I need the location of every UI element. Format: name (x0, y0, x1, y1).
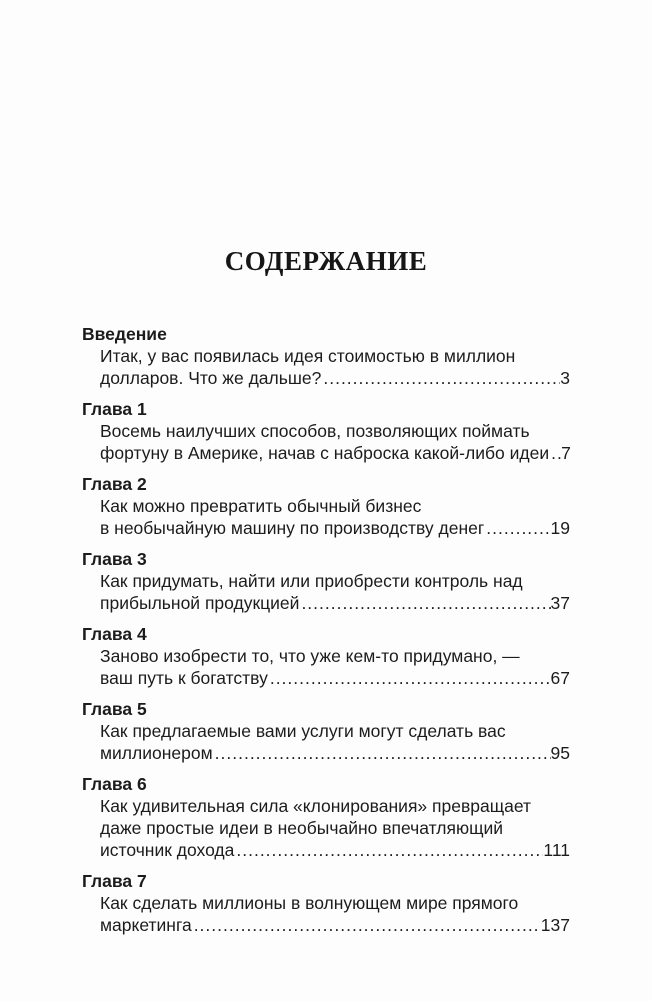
page-number: 137 (540, 915, 570, 935)
toc-entry (82, 323, 570, 389)
entry-last-line (100, 592, 570, 614)
entry-tail-text: долларов. Что же дальше? (100, 368, 322, 388)
dot-leader (321, 367, 560, 389)
entry-body (82, 795, 570, 861)
page-number: 3 (560, 368, 570, 388)
dot-leader (192, 914, 541, 936)
chapter-heading: Глава 2 (82, 474, 147, 494)
entry-line: Как придумать, найти или приобрести контроль над (100, 571, 523, 591)
toc-entry (82, 473, 570, 539)
entry-tail-text: источник дохода (100, 840, 235, 860)
dot-leader (299, 592, 550, 614)
entry-tail-text: ваш путь к богатству (100, 668, 268, 688)
toc-list (82, 323, 570, 936)
toc-entry (82, 623, 570, 689)
entry-last-line (100, 442, 570, 464)
entry-body (82, 892, 570, 936)
page-number: 7 (561, 443, 571, 463)
entry-body (82, 495, 570, 539)
page-number: 19 (550, 518, 570, 538)
entry-tail-text: в необычайную машину по производству денег (100, 518, 485, 538)
entry-body (82, 720, 570, 764)
entry-body (82, 645, 570, 689)
page-number: 67 (550, 668, 570, 688)
toc-entry (82, 398, 570, 464)
page-number: 95 (550, 743, 570, 763)
toc-entry (82, 773, 570, 861)
chapter-heading: Глава 4 (82, 624, 147, 644)
chapter-heading: Введение (82, 324, 167, 344)
toc-entry (82, 548, 570, 614)
chapter-heading: Глава 7 (82, 871, 147, 891)
entry-last-line (100, 914, 570, 936)
entry-line: Итак, у вас появилась идея стоимостью в миллион (100, 346, 516, 366)
entry-line: Заново изобрести то, что уже кем-то придумано, — (100, 646, 520, 666)
page-number: 37 (550, 593, 570, 613)
entry-tail-text: фортуну в Америке, начав с наброска какой-либо идеи (100, 443, 550, 463)
dot-leader (549, 442, 561, 464)
entry-line: Как можно превратить обычный бизнес (100, 496, 422, 516)
dot-leader (484, 517, 550, 539)
dot-leader (268, 667, 551, 689)
entry-line: даже простые идеи в необычайно впечатляющий (100, 818, 504, 838)
dot-leader (234, 839, 543, 861)
chapter-heading: Глава 1 (82, 399, 147, 419)
chapter-heading: Глава 5 (82, 699, 147, 719)
toc-entry (82, 870, 570, 936)
page-number: 111 (543, 840, 570, 860)
entry-last-line (100, 742, 570, 764)
page-title: СОДЕРЖАНИЕ (224, 246, 428, 276)
entry-tail-text: миллионером (100, 743, 213, 763)
entry-last-line (100, 517, 570, 539)
entry-body (82, 570, 570, 614)
entry-line: Как предлагаемые вами услуги могут сделать вас (100, 721, 506, 741)
entry-line: Восемь наилучших способов, позволяющих поймать (100, 421, 530, 441)
entry-line: Как сделать миллионы в волнующем мире прямого (100, 893, 519, 913)
entry-last-line (100, 839, 570, 861)
dot-leader (213, 742, 551, 764)
entry-tail-text: прибыльной продукцией (100, 593, 300, 613)
entry-last-line (100, 367, 570, 389)
entry-line: Как удивительная сила «клонирования» превращает (100, 796, 532, 816)
entry-body (82, 345, 570, 389)
chapter-heading: Глава 3 (82, 549, 147, 569)
entry-last-line (100, 667, 570, 689)
chapter-heading: Глава 6 (82, 774, 147, 794)
toc-entry (82, 698, 570, 764)
entry-tail-text: маркетинга (100, 915, 192, 935)
entry-body (82, 420, 570, 464)
